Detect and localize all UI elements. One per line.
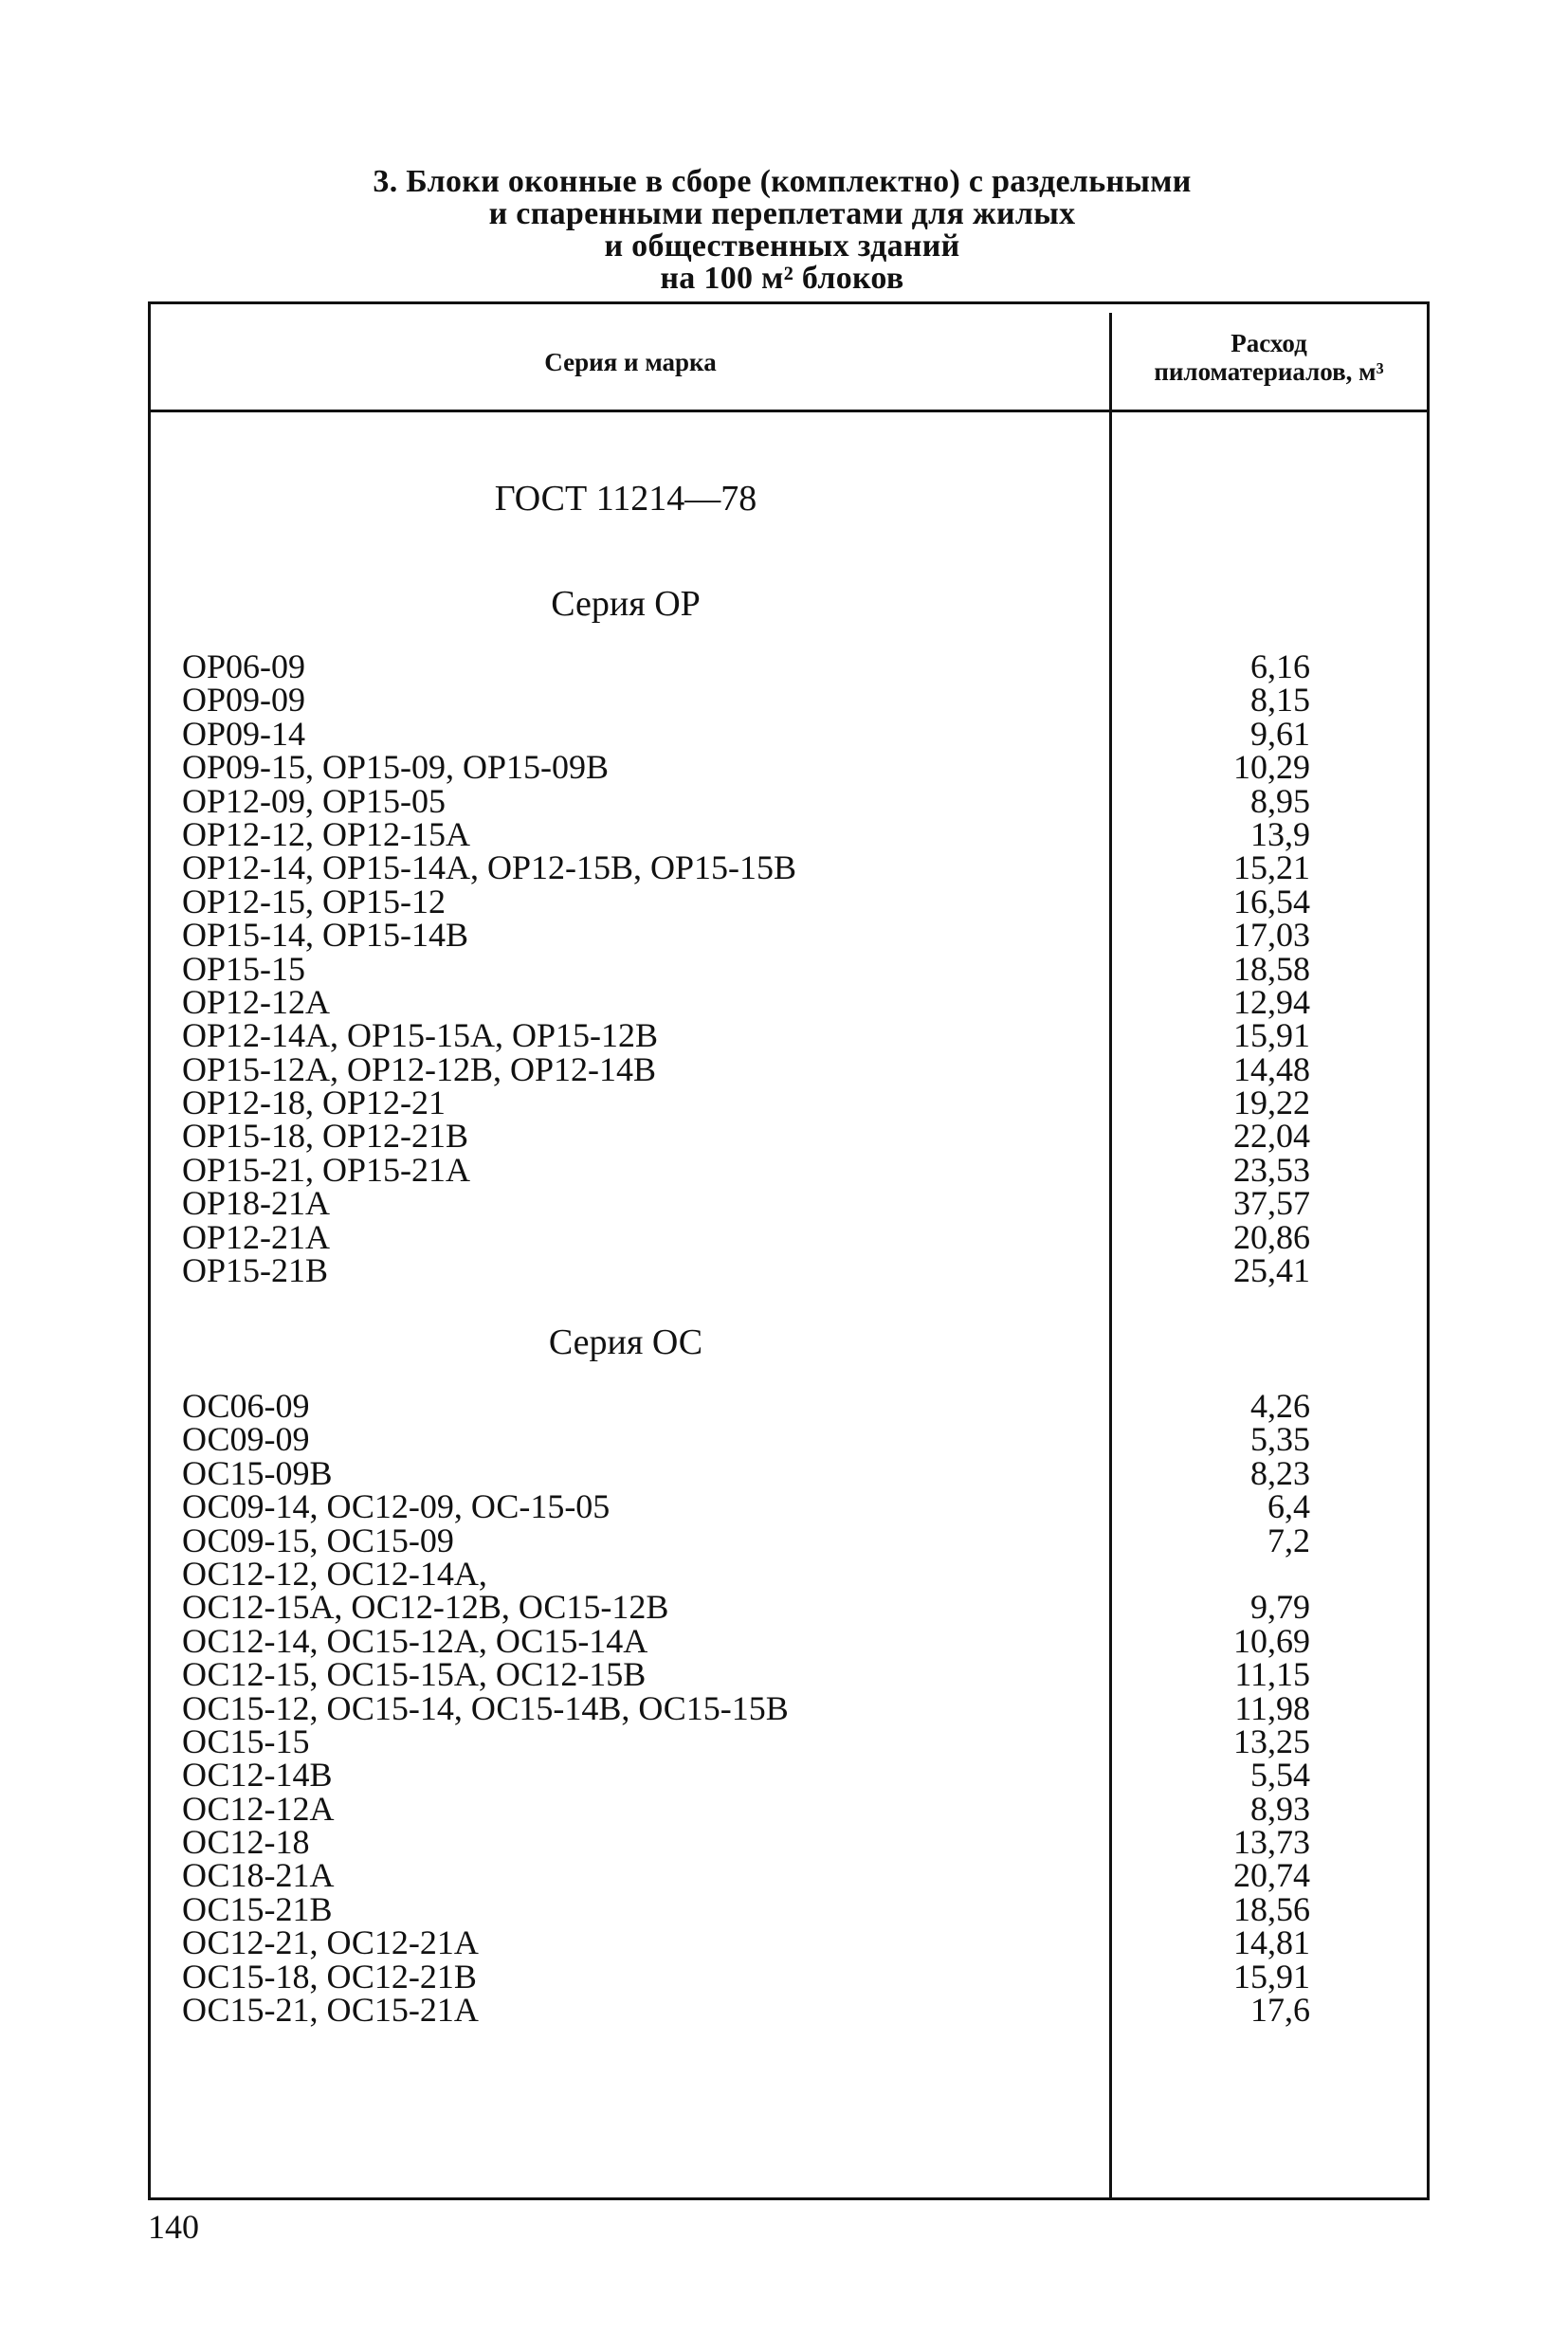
row-value: 11,15 xyxy=(1234,1655,1310,1694)
row-value: 9,61 xyxy=(1250,714,1310,753)
row-value: 14,48 xyxy=(1233,1049,1310,1088)
row-value: 8,95 xyxy=(1250,781,1310,820)
table-row xyxy=(182,1823,1414,1862)
row-mark: ОС15-15 xyxy=(182,1722,310,1760)
row-value: 8,93 xyxy=(1250,1789,1310,1828)
row-value: 15,21 xyxy=(1233,848,1310,887)
table-right-rule xyxy=(1427,301,1430,2200)
table-row xyxy=(182,1722,1414,1760)
table-row xyxy=(182,982,1414,1021)
row-mark: ОС15-18, ОС12-21В xyxy=(182,1957,477,1996)
standard-heading: ГОСТ 11214—78 xyxy=(494,479,757,519)
table-row xyxy=(182,1521,1414,1559)
row-mark: ОС12-14, ОС15-12А, ОС15-14А xyxy=(182,1621,648,1660)
title-line-4: на 100 м² блоков xyxy=(660,261,904,296)
table-row xyxy=(182,916,1414,955)
title-line-3: и общественных зданий xyxy=(604,228,960,264)
row-value: 8,23 xyxy=(1250,1453,1310,1492)
row-mark: ОС12-12А xyxy=(182,1789,335,1828)
row-mark: ОР15-21, ОР15-21А xyxy=(182,1150,471,1189)
row-value: 20,74 xyxy=(1233,1856,1310,1895)
table-row xyxy=(182,1150,1414,1189)
row-value: 37,57 xyxy=(1233,1184,1310,1223)
row-mark: ОР15-12А, ОР12-12В, ОР12-14В xyxy=(182,1049,657,1088)
row-mark: ОС15-09В xyxy=(182,1453,333,1492)
row-value: 22,04 xyxy=(1233,1117,1310,1156)
row-value: 17,03 xyxy=(1233,916,1310,955)
row-mark: ОР09-15, ОР15-09, ОР15-09В xyxy=(182,748,610,787)
row-value: 13,9 xyxy=(1250,814,1310,853)
table-row xyxy=(182,1016,1414,1055)
row-mark: ОР15-15 xyxy=(182,949,306,988)
table-row xyxy=(182,681,1414,720)
table-row xyxy=(182,1487,1414,1526)
row-mark: ОР12-14А, ОР15-15А, ОР15-12В xyxy=(182,1016,659,1055)
row-value: 15,91 xyxy=(1233,1957,1310,1996)
table-row xyxy=(182,1588,1414,1627)
row-mark: ОС12-21, ОС12-21А xyxy=(182,1923,479,1962)
table-row xyxy=(182,781,1414,820)
title-line-1: 3. Блоки оконные в сборе (комплектно) с раздельными xyxy=(373,164,1192,199)
row-mark: ОР18-21А xyxy=(182,1184,331,1223)
row-mark: ОС12-18 xyxy=(182,1823,310,1862)
table-row xyxy=(182,1655,1414,1694)
table-top-rule xyxy=(148,301,1430,304)
row-value: 15,91 xyxy=(1233,1016,1310,1055)
row-value: 17,6 xyxy=(1250,1991,1310,2030)
row-value: 25,41 xyxy=(1233,1251,1310,1290)
row-mark: ОС15-21, ОС15-21А xyxy=(182,1991,479,2030)
row-mark: ОС09-15, ОС15-09 xyxy=(182,1521,454,1559)
table-row xyxy=(182,1453,1414,1492)
row-mark: ОР09-14 xyxy=(182,714,306,753)
row-mark: ОР12-18, ОР12-21 xyxy=(182,1084,447,1122)
row-value: 11,98 xyxy=(1234,1688,1310,1727)
row-mark: ОР12-14, ОР15-14А, ОР12-15В, ОР15-15В xyxy=(182,848,797,887)
row-value: 6,16 xyxy=(1250,647,1310,685)
table-row xyxy=(182,1756,1414,1795)
row-value: 23,53 xyxy=(1233,1150,1310,1189)
table-row xyxy=(182,1554,1414,1593)
header-series-mark: Серия и марка xyxy=(544,348,717,376)
table-row xyxy=(182,647,1414,685)
table-row xyxy=(182,814,1414,853)
table-row xyxy=(182,1789,1414,1828)
row-mark: ОС06-09 xyxy=(182,1387,310,1425)
row-mark: ОС12-12, ОС12-14А, xyxy=(182,1554,487,1593)
row-mark: ОС09-09 xyxy=(182,1420,310,1459)
table-row xyxy=(182,748,1414,787)
row-value: 14,81 xyxy=(1233,1923,1310,1962)
header-consumption-line-2: пиломатериалов, м³ xyxy=(1154,357,1384,386)
row-mark: ОР12-15, ОР15-12 xyxy=(182,882,447,920)
row-mark: ОР12-09, ОР15-05 xyxy=(182,781,447,820)
row-mark: ОР15-18, ОР12-21В xyxy=(182,1117,469,1156)
row-value: 12,94 xyxy=(1233,982,1310,1021)
series-os-heading: Серия ОС xyxy=(548,1322,703,1362)
series-or-heading: Серия ОР xyxy=(551,584,701,624)
table-row xyxy=(182,1889,1414,1928)
row-mark: ОС09-14, ОС12-09, ОС-15-05 xyxy=(182,1487,611,1526)
row-mark: ОР12-21А xyxy=(182,1217,331,1256)
table-row xyxy=(182,949,1414,988)
table-row xyxy=(182,1251,1414,1290)
row-mark: ОР15-21В xyxy=(182,1251,329,1290)
row-value: 18,58 xyxy=(1233,949,1310,988)
header-bottom-rule xyxy=(148,410,1430,412)
page-number: 140 xyxy=(148,2208,199,2246)
series-or-rows xyxy=(182,647,1414,1290)
table-row xyxy=(182,714,1414,753)
row-mark: ОС12-15, ОС15-15А, ОС12-15В xyxy=(182,1655,647,1694)
row-value: 8,15 xyxy=(1250,681,1310,720)
row-mark: ОС18-21А xyxy=(182,1856,335,1895)
table-row xyxy=(182,1621,1414,1660)
header-consumption-line-1: Расход xyxy=(1231,329,1307,357)
table-row xyxy=(182,882,1414,920)
row-value: 10,29 xyxy=(1233,748,1310,787)
row-value: 6,4 xyxy=(1267,1487,1310,1526)
table-row xyxy=(182,1184,1414,1223)
row-value: 9,79 xyxy=(1250,1588,1310,1627)
row-value: 5,54 xyxy=(1250,1756,1310,1795)
row-value: 13,73 xyxy=(1233,1823,1310,1862)
row-value: 7,2 xyxy=(1267,1521,1310,1559)
row-value: 16,54 xyxy=(1233,882,1310,920)
row-value: 18,56 xyxy=(1233,1889,1310,1928)
row-mark: ОР06-09 xyxy=(182,647,306,685)
table-row xyxy=(182,1049,1414,1088)
table-row xyxy=(182,1086,1414,1120)
row-mark: ОР12-12А xyxy=(182,982,331,1021)
table-row xyxy=(182,1856,1414,1895)
row-value: 20,86 xyxy=(1233,1217,1310,1256)
row-mark: ОС15-21В xyxy=(182,1889,333,1928)
table-row xyxy=(182,1217,1414,1256)
table-row xyxy=(182,1957,1414,1996)
title-line-2: и спаренными переплетами для жилых xyxy=(488,196,1076,231)
table-row xyxy=(182,1117,1414,1156)
row-value: 4,26 xyxy=(1250,1387,1310,1425)
row-mark: ОР15-14, ОР15-14В xyxy=(182,916,469,955)
table-bottom-rule xyxy=(148,2197,1430,2200)
row-value: 10,69 xyxy=(1233,1621,1310,1660)
row-mark: ОС12-15А, ОС12-12В, ОС15-12В xyxy=(182,1588,669,1627)
table-left-rule xyxy=(148,301,151,2200)
row-mark: ОР09-09 xyxy=(182,681,306,720)
row-value: 13,25 xyxy=(1233,1722,1310,1760)
table-row xyxy=(182,1923,1414,1962)
table-row xyxy=(182,848,1414,887)
series-os-rows xyxy=(182,1387,1414,2030)
table-row xyxy=(182,1420,1414,1459)
row-mark: ОР12-12, ОР12-15А xyxy=(182,814,471,853)
table-row xyxy=(182,1387,1414,1425)
row-value: 19,22 xyxy=(1233,1084,1310,1122)
table-row xyxy=(182,1688,1414,1727)
row-mark: ОС12-14В xyxy=(182,1756,333,1795)
row-value: 5,35 xyxy=(1250,1420,1310,1459)
table-row xyxy=(182,1991,1414,2030)
row-mark: ОС15-12, ОС15-14, ОС15-14В, ОС15-15В xyxy=(182,1688,789,1727)
